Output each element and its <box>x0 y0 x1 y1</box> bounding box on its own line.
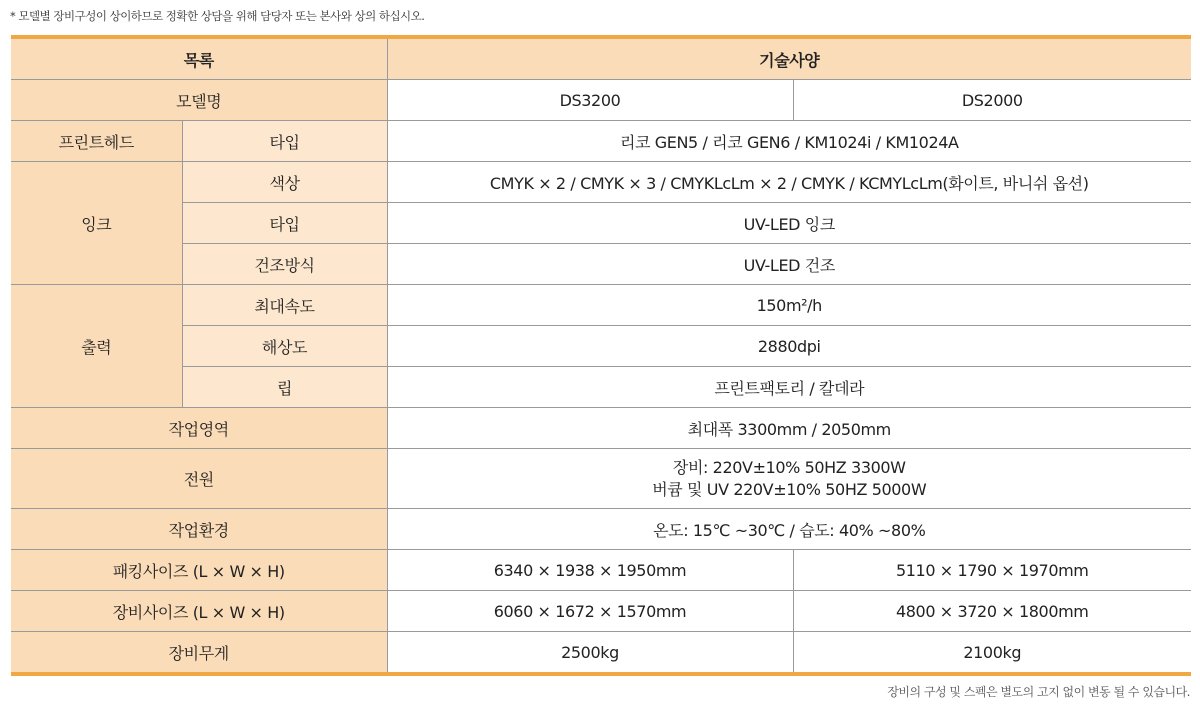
power-value <box>387 449 1191 509</box>
table-row <box>11 121 1191 162</box>
header-spec: 기술사양 <box>387 37 1191 80</box>
table-header-row <box>11 37 1191 80</box>
row-label-work-area: 작업영역 <box>11 408 387 449</box>
row-label-max-speed: 최대속도 <box>182 285 387 326</box>
packing-size-ds2000: 5110 × 1790 × 1970mm <box>793 550 1191 591</box>
table-row <box>11 367 1191 408</box>
equipment-size-ds2000: 4800 × 3720 × 1800mm <box>793 591 1191 632</box>
ink-dry-value: UV-LED 건조 <box>387 244 1191 285</box>
table-row <box>11 632 1191 675</box>
equipment-size-ds3200: 6060 × 1672 × 1570mm <box>387 591 793 632</box>
table-row <box>11 244 1191 285</box>
printhead-type-value: 리코 GEN5 / 리코 GEN6 / KM1024i / KM1024A <box>387 121 1191 162</box>
power-line-vacuum-uv: 버큠 및 UV 220V±10% 50HZ 5000W <box>652 479 927 499</box>
table-row <box>11 162 1191 203</box>
table-row <box>11 509 1191 550</box>
row-label-resolution: 해상도 <box>182 326 387 367</box>
header-list: 목록 <box>11 37 387 80</box>
model-ds3200: DS3200 <box>387 80 793 121</box>
row-label-equipment-size: 장비사이즈 (L × W × H) <box>11 591 387 632</box>
disclaimer-top: * 모델별 장비구성이 상이하므로 정확한 상담을 위해 담당자 또는 본사와 상의 하십시오. <box>10 9 425 23</box>
row-label-ink-color: 색상 <box>182 162 387 203</box>
row-label-power: 전원 <box>11 449 387 509</box>
row-label-packing-size: 패킹사이즈 (L × W × H) <box>11 550 387 591</box>
packing-size-ds3200: 6340 × 1938 × 1950mm <box>387 550 793 591</box>
power-line-equipment: 장비: 220V±10% 50HZ 3300W <box>672 457 906 477</box>
table-row <box>11 203 1191 244</box>
row-label-weight: 장비무게 <box>11 632 387 675</box>
environment-value: 온도: 15℃ ~30℃ / 습도: 40% ~80% <box>387 509 1191 550</box>
max-speed-value: 150m²/h <box>387 285 1191 326</box>
row-label-ink-type: 타입 <box>182 203 387 244</box>
resolution-value: 2880dpi <box>387 326 1191 367</box>
row-label-printhead-type: 타입 <box>182 121 387 162</box>
rip-value: 프린트팩토리 / 칼데라 <box>387 367 1191 408</box>
table-row <box>11 449 1191 509</box>
row-label-rip: 립 <box>182 367 387 408</box>
weight-ds2000: 2100kg <box>793 632 1191 675</box>
model-ds2000: DS2000 <box>793 80 1191 121</box>
table-row <box>11 285 1191 326</box>
ink-type-value: UV-LED 잉크 <box>387 203 1191 244</box>
disclaimer-bottom: 장비의 구성 및 스펙은 별도의 고지 없이 변동 될 수 있습니다. <box>887 685 1190 699</box>
work-area-value: 최대폭 3300mm / 2050mm <box>387 408 1191 449</box>
group-label-printhead: 프린트헤드 <box>11 121 182 162</box>
table-row <box>11 80 1191 121</box>
table-row <box>11 408 1191 449</box>
group-label-output: 출력 <box>11 285 182 408</box>
weight-ds3200: 2500kg <box>387 632 793 675</box>
row-label-model: 모델명 <box>11 80 387 121</box>
group-label-ink: 잉크 <box>11 162 182 285</box>
table-row <box>11 326 1191 367</box>
spec-table <box>11 35 1191 676</box>
ink-color-value: CMYK × 2 / CMYK × 3 / CMYKLcLm × 2 / CMYK / KCMYLcLm(화이트, 바니쉬 옵션) <box>387 162 1191 203</box>
row-label-ink-dry: 건조방식 <box>182 244 387 285</box>
table-row <box>11 550 1191 591</box>
row-label-environment: 작업환경 <box>11 509 387 550</box>
table-row <box>11 591 1191 632</box>
